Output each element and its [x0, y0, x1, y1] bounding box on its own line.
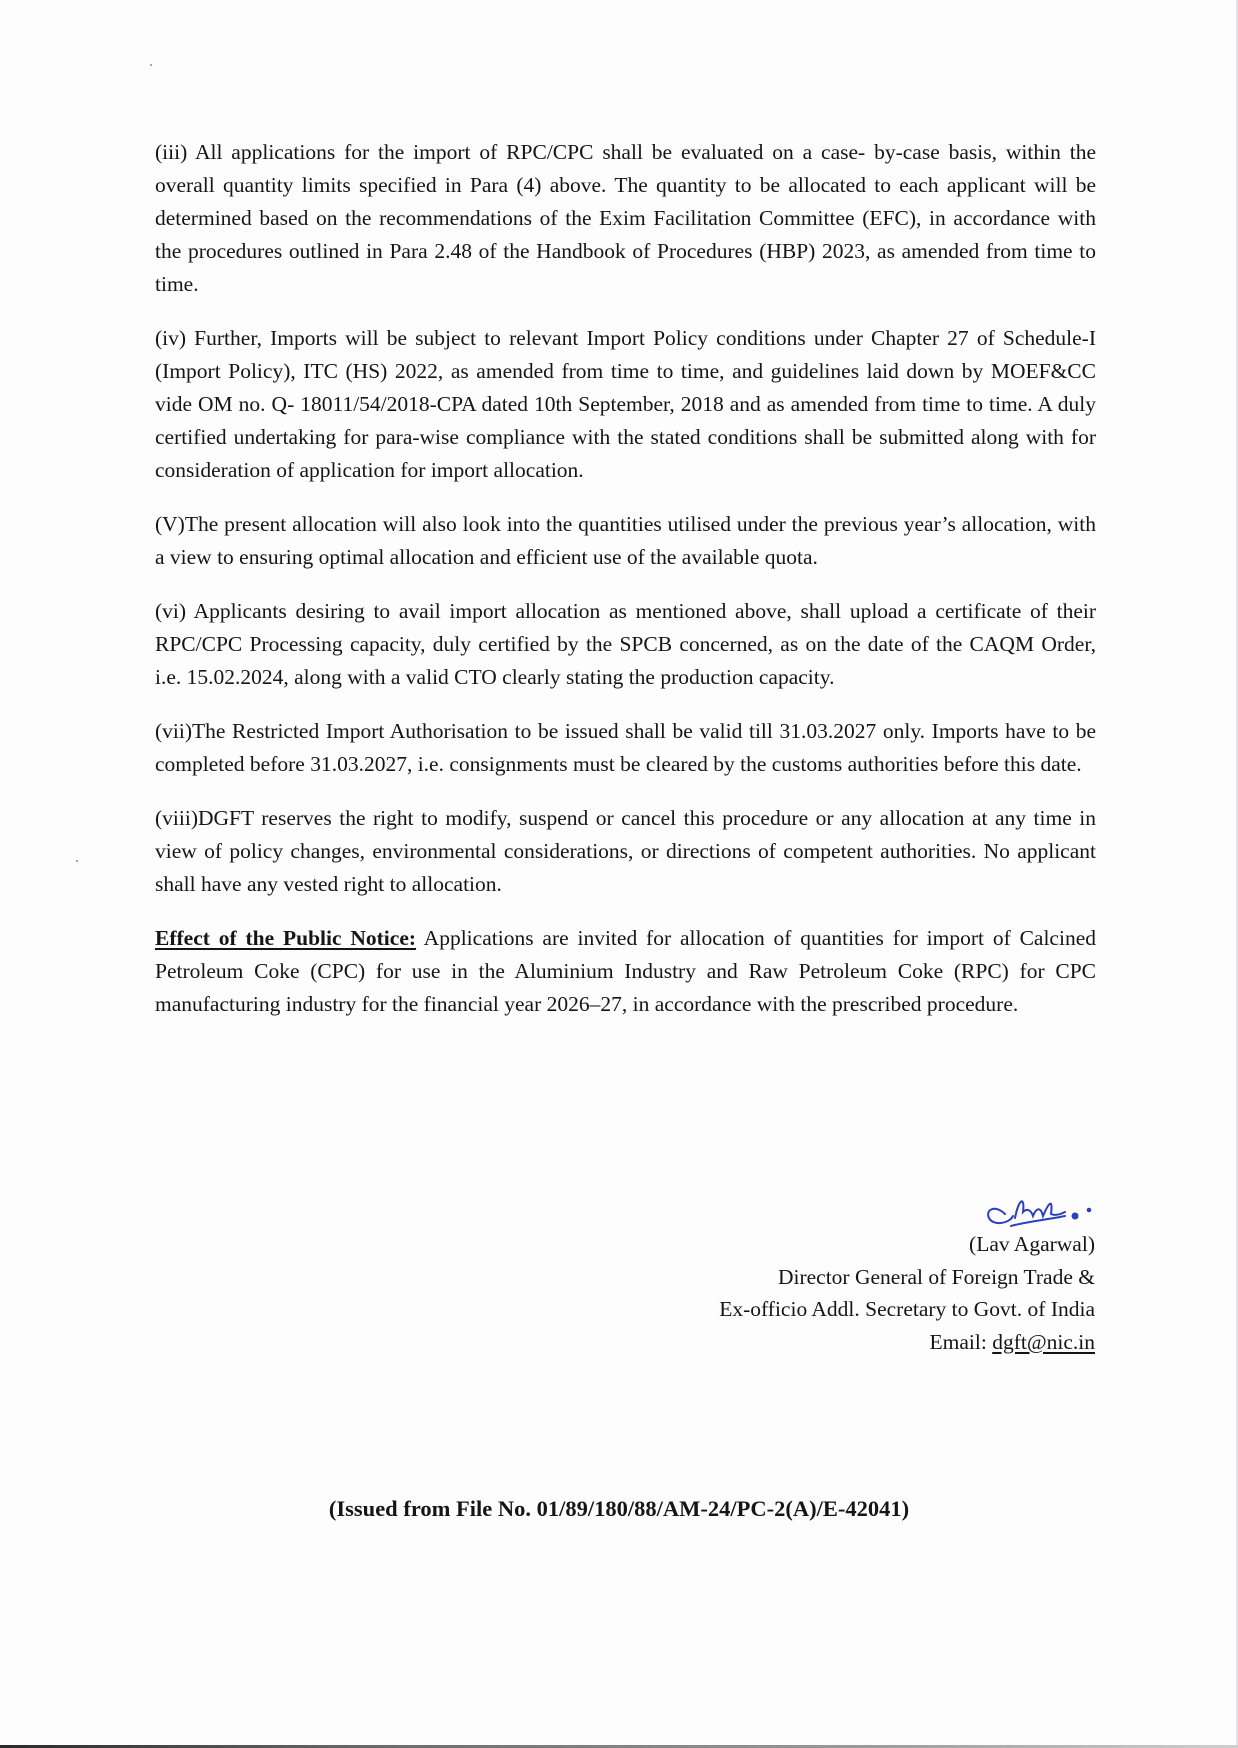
- signatory-name: (Lav Agarwal): [969, 1232, 1095, 1256]
- scan-speck: [76, 860, 78, 862]
- effect-of-public-notice: [155, 922, 1096, 1021]
- signatory-designation-2: Ex-officio Addl. Secretary to Govt. of India: [719, 1297, 1095, 1321]
- email-label: Email:: [929, 1329, 993, 1354]
- paragraph-vi: (vi) Applicants desiring to avail import allocation as mentioned above, shall upload a certificate of their RPC/CPC Processing capacity, duly certified by the SPCB concerned, as on the date of the CAQM Order, i.e. 15.02.2024, along with a valid CTO clearly stating the production capacity.: [155, 599, 1096, 689]
- signatory-designation-1: Director General of Foreign Trade &: [777, 1264, 1095, 1289]
- file-reference: (Issued from File No. 01/89/180/88/AM-24/PC-2(A)/E-42041): [328, 1496, 910, 1521]
- paragraph-viii: (viii)DGFT reserves the right to modify, suspend or cancel this procedure or any allocation at any time in view of policy changes, environmental considerations, or directions of competent authorities. No applicant shall have any vested right to allocation.: [155, 806, 1096, 896]
- scan-speck: [150, 64, 152, 66]
- signature-icon: [575, 1188, 1095, 1228]
- signatory-email-line: [575, 1326, 1095, 1359]
- document-body: [155, 136, 1096, 1042]
- email-link[interactable]: dgft@nic.in: [992, 1329, 1095, 1354]
- effect-label: Effect of the Public Notice:: [155, 926, 417, 950]
- signature-block: [575, 1188, 1095, 1358]
- paragraph-vii: (vii)The Restricted Import Authorisation to be issued shall be valid till 31.03.2027 only. Imports have to be completed before 31.03.2027, i.e. consignments must be cleared by the customs authorities before this date.: [155, 719, 1096, 776]
- handwritten-signature-icon: [965, 1188, 1095, 1232]
- effect-text: Applications are invited for allocation of quantities for import of Calcined Petroleum Coke (CPC) for use in the Aluminium Industry and Raw Petroleum Coke (RPC) for CPC manufacturing industry for the financial year 2026–27, in accordance with the prescribed procedure.: [155, 926, 1096, 1016]
- paragraph-v: (V)The present allocation will also look into the quantities utilised under the previous year’s allocation, with a view to ensuring optimal allocation and efficient use of the available quota.: [155, 512, 1096, 569]
- paragraph-iv: (iv) Further, Imports will be subject to relevant Import Policy conditions under Chapter 27 of Schedule-I (Import Policy), ITC (HS) 2022, as amended from time to time, and guidelines laid down by MOEF&CC vide OM no. Q- 18011/54/2018-CPA dated 10th September, 2018 and as amended from time to time. A duly certified undertaking for para-wise compliance with the stated conditions shall be submitted along with for consideration of application for import allocation.: [155, 326, 1096, 482]
- paragraph-iii: (iii) All applications for the import of RPC/CPC shall be evaluated on a case- by-case basis, within the overall quantity limits specified in Para (4) above. The quantity to be allocated to each applicant will be determined based on the recommendations of the Exim Facilitation Committee (EFC), in accordance with the procedures outlined in Para 2.48 of the Handbook of Procedures (HBP) 2023, as amended from time to time.: [155, 140, 1096, 296]
